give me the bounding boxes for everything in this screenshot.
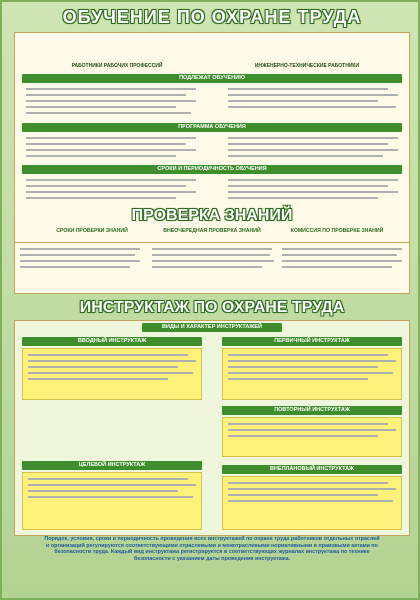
text-line [228, 500, 393, 502]
text-line [228, 354, 388, 356]
target-briefing-bar: ЦЕЛЕВОЙ ИНСТРУКТАЖ [22, 461, 202, 470]
text-line [228, 143, 388, 145]
text-line [20, 266, 130, 268]
text-line [28, 478, 188, 480]
text-line [26, 197, 176, 199]
text-line [26, 106, 176, 108]
section-timing-bar: СРОКИ И ПЕРИОДИЧНОСТЬ ОБУЧЕНИЯ [22, 165, 402, 174]
text-line [28, 378, 168, 380]
text-line [20, 248, 140, 250]
text-line [228, 488, 396, 490]
briefing-types-bar: ВИДЫ И ХАРАКТЕР ИНСТРУКТАЖЕЙ [142, 323, 282, 332]
text-line [26, 112, 191, 114]
text-line [26, 179, 196, 181]
text-line [228, 149, 398, 151]
intro-briefing-bar: ВВОДНЫЙ ИНСТРУКТАЖ [22, 337, 202, 346]
text-line [26, 149, 196, 151]
text-line [152, 254, 270, 256]
text-line [26, 191, 196, 193]
text-line [228, 155, 383, 157]
text-line [28, 360, 196, 362]
unscheduled-briefing-bar: ВНЕПЛАНОВЫЙ ИНСТРУКТАЖ [222, 465, 402, 474]
knowledge-col-commission: КОМИССИЯ ПО ПРОВЕРКЕ ЗНАНИЙ [290, 228, 384, 234]
repeat-briefing-bar: ПОВТОРНЫЙ ИНСТРУКТАЖ [222, 406, 402, 415]
text-line [26, 185, 186, 187]
page-title: ОБУЧЕНИЕ ПО ОХРАНЕ ТРУДА [62, 7, 362, 27]
text-line [28, 372, 193, 374]
knowledge-title: ПРОВЕРКА ЗНАНИЙ [131, 207, 293, 224]
section-program-bar: ПРОГРАММА ОБУЧЕНИЯ [22, 123, 402, 132]
briefing-title: ИНСТРУКТАЖ ПО ОХРАНЕ ТРУДА [79, 299, 345, 316]
text-line [28, 484, 196, 486]
target-briefing-box [22, 472, 202, 530]
text-line [228, 100, 378, 102]
text-line [228, 372, 393, 374]
text-line [26, 94, 186, 96]
text-line [28, 354, 188, 356]
text-line [282, 266, 392, 268]
primary-briefing-bar: ПЕРВИЧНЫЙ ИНСТРУКТАЖ [222, 337, 402, 346]
section-subject-bar: ПОДЛЕЖАТ ОБУЧЕНИЮ [22, 74, 402, 83]
text-line [152, 266, 262, 268]
knowledge-col-timing: СРОКИ ПРОВЕРКИ ЗНАНИЙ [56, 228, 128, 234]
text-line [20, 254, 135, 256]
text-line [228, 494, 378, 496]
text-line [228, 378, 368, 380]
text-line [20, 260, 140, 262]
text-line [228, 197, 378, 199]
text-line [228, 429, 396, 431]
text-line [28, 366, 178, 368]
text-line [282, 254, 397, 256]
column-header-workers: РАБОТНИКИ РАБОЧИХ ПРОФЕССИЙ [71, 63, 163, 69]
text-line [152, 260, 274, 262]
text-line [228, 137, 398, 139]
text-line [28, 496, 193, 498]
text-line [282, 248, 402, 250]
column-header-engineers: ИНЖЕНЕРНО-ТЕХНИЧЕСКИЕ РАБОТНИКИ [254, 63, 360, 69]
knowledge-col-extra: ВНЕОЧЕРЕДНАЯ ПРОВЕРКА ЗНАНИЙ [163, 228, 261, 234]
text-line [228, 360, 396, 362]
text-line [228, 179, 398, 181]
text-line [228, 191, 398, 193]
text-line [26, 88, 196, 90]
text-line [28, 490, 178, 492]
footer-note: Порядок, условия, сроки и периодичность проведения всех инструктажей по охране труда работников отдельных отраслей и организаций регулируются соответствующими отраслевыми и межотраслевыми нормативными и правовыми актами по безопасности труда. Каждый вид инструктажа регистрируется в соответствующих журналах инструктажа по технике безопасности с указанием даты проведения инструктажа. [44, 536, 380, 562]
text-line [228, 88, 388, 90]
text-line [26, 155, 176, 157]
text-line [282, 260, 402, 262]
text-line [228, 435, 378, 437]
text-line [152, 248, 272, 250]
text-line [228, 482, 388, 484]
text-line [26, 137, 196, 139]
text-line [228, 106, 396, 108]
unscheduled-briefing-box [222, 476, 402, 530]
text-line [26, 143, 186, 145]
text-line [26, 100, 196, 102]
text-line [228, 185, 388, 187]
text-line [228, 423, 388, 425]
text-line [228, 366, 378, 368]
text-line [228, 94, 398, 96]
